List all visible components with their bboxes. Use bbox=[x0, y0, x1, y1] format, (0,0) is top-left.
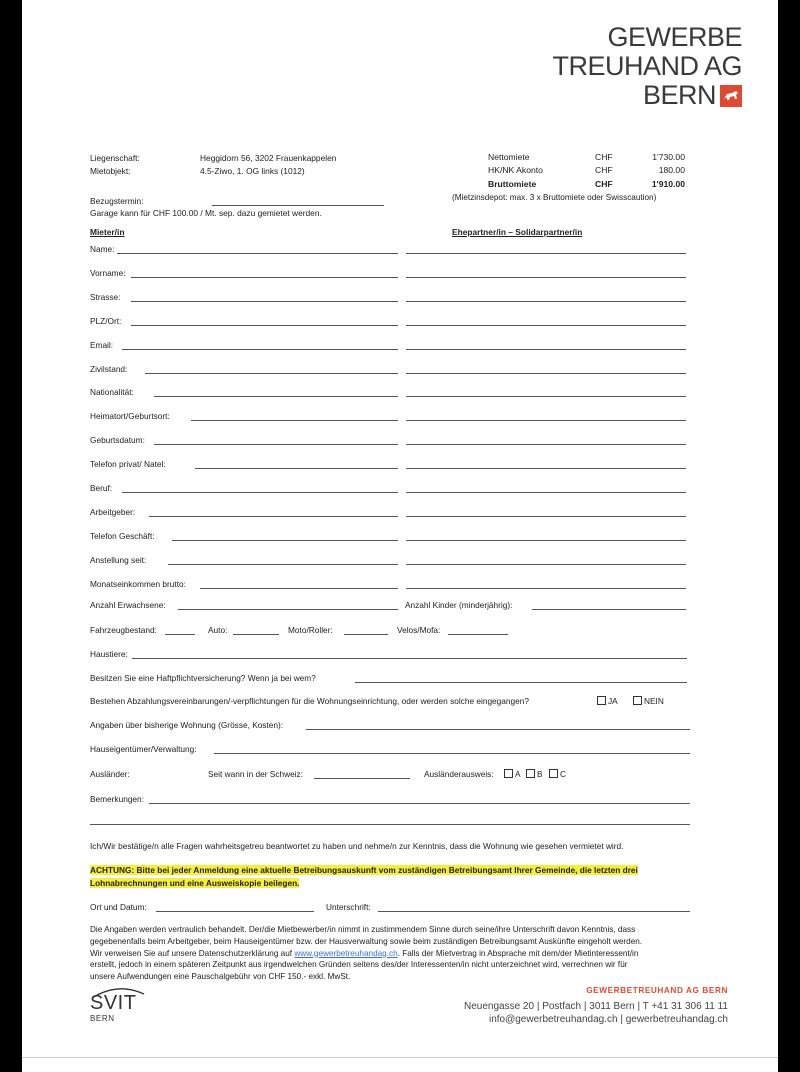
bruttomiete-value: 1'910.00 bbox=[651, 179, 685, 189]
field-label: Email: bbox=[90, 339, 114, 350]
applicant-field-line[interactable] bbox=[131, 301, 398, 302]
nettomiete-currency: CHF bbox=[595, 152, 613, 162]
applicant-field-line[interactable] bbox=[195, 468, 398, 469]
footer-company-name: GEWERBETREUHAND AG BERN bbox=[586, 986, 728, 995]
field-label: PLZ/Ort: bbox=[90, 315, 122, 326]
liegenschaft-label: Liegenschaft: bbox=[90, 153, 140, 163]
field-label: Telefon privat/ Natel: bbox=[90, 459, 166, 470]
svit-logo bbox=[88, 986, 148, 1026]
erwachsene-line[interactable] bbox=[178, 609, 398, 610]
bemerkungen-label: Bemerkungen: bbox=[90, 794, 144, 804]
auto-line[interactable] bbox=[233, 634, 279, 635]
field-label: Telefon Geschäft: bbox=[90, 530, 155, 541]
ausweis-c-checkbox[interactable] bbox=[549, 769, 558, 778]
partner-field-line[interactable] bbox=[406, 420, 686, 421]
ausweis-c-label: C bbox=[560, 769, 566, 779]
bemerkungen-line-2[interactable] bbox=[90, 824, 690, 825]
ausweis-b-checkbox[interactable] bbox=[526, 769, 535, 778]
privacy-line-1: Die Angaben werden vertraulich behandelt. Der/die Mietbewerber/in nimmt in zustimmendem Sinne durch seine/ihre Unterschrift davon Kenntnis, dass bbox=[90, 925, 636, 934]
seit-wann-line[interactable] bbox=[314, 778, 410, 779]
logo-line-2: TREUHAND AG bbox=[552, 51, 742, 81]
kinder-line[interactable] bbox=[532, 609, 686, 610]
auslaender-label: Ausländer: bbox=[90, 769, 130, 779]
ausweis-a-option[interactable] bbox=[504, 769, 521, 779]
partner-field-line[interactable] bbox=[406, 588, 686, 589]
achtung-text-2: Lohnabrechnungen und eine Ausweiskopie beilegen. bbox=[90, 878, 300, 888]
auto-label: Auto: bbox=[208, 625, 228, 635]
hk-currency: CHF bbox=[595, 165, 613, 175]
applicant-field-line[interactable] bbox=[131, 277, 398, 278]
applicant-field-line[interactable] bbox=[154, 396, 398, 397]
partner-field-line[interactable] bbox=[406, 492, 686, 493]
moto-line[interactable] bbox=[344, 634, 388, 635]
moto-label: Moto/Roller: bbox=[288, 625, 333, 635]
applicant-field-line[interactable] bbox=[149, 516, 398, 517]
seit-wann-label: Seit wann in der Schweiz: bbox=[208, 769, 304, 779]
field-label: Name: bbox=[90, 244, 115, 254]
liegenschaft-value: Heggidorn 56, 3202 Frauenkappelen bbox=[200, 153, 337, 163]
achtung-line-1 bbox=[90, 865, 638, 875]
privacy-line-2: gegebenenfalls beim Arbeitgeber, beim Hauseigentümer bzw. der Hausverwaltung sowie beim zuständigen Betreibungsamt Auskünfte eingeholt werden. bbox=[90, 936, 643, 946]
partner-field-line[interactable] bbox=[406, 468, 686, 469]
field-label: Strasse: bbox=[90, 291, 121, 302]
hauseigentuemer-line[interactable] bbox=[214, 753, 690, 754]
bezugstermin-line[interactable] bbox=[212, 205, 384, 206]
achtung-line-2 bbox=[90, 878, 299, 888]
depot-note: (Mietzinsdepot: max. 3 x Bruttomiete oder Swisscaution) bbox=[452, 193, 657, 202]
ort-datum-line[interactable] bbox=[156, 911, 314, 912]
applicant-field-line[interactable] bbox=[172, 540, 398, 541]
fahrzeug-line[interactable] bbox=[165, 634, 195, 635]
nettomiete-label: Nettomiete bbox=[488, 152, 530, 162]
haustiere-line[interactable] bbox=[132, 658, 687, 659]
field-label: Arbeitgeber: bbox=[90, 506, 136, 517]
logo-line-1: GEWERBE bbox=[607, 22, 742, 52]
partner-field-line[interactable] bbox=[406, 277, 686, 278]
ausweis-label: Ausländerausweis: bbox=[424, 769, 494, 779]
applicant-field-line[interactable] bbox=[122, 492, 398, 493]
scan-border-right bbox=[778, 0, 800, 1072]
logo-line-3: BERN bbox=[642, 80, 716, 110]
bruttomiete-label: Bruttomiete bbox=[488, 179, 537, 189]
haustiere-label: Haustiere: bbox=[90, 649, 128, 659]
field-label: Heimatort/Geburtsort: bbox=[90, 411, 170, 422]
svit-sub: BERN bbox=[90, 1014, 115, 1023]
footer-address: Neuengasse 20 | Postfach | 3011 Bern | T +41 31 306 11 11 bbox=[463, 1001, 728, 1012]
haftpflicht-label: Besitzen Sie eine Haftpflichtversicherung? Wenn ja bei wem? bbox=[90, 673, 316, 683]
unterschrift-label: Unterschrift: bbox=[326, 902, 371, 912]
privacy-paragraph bbox=[90, 924, 750, 983]
partner-field-line[interactable] bbox=[406, 564, 686, 565]
partner-field-line[interactable] bbox=[406, 373, 686, 374]
ja-checkbox[interactable] bbox=[597, 696, 606, 705]
ja-option[interactable] bbox=[597, 696, 618, 706]
applicant-field-line[interactable] bbox=[191, 420, 398, 421]
ausweis-a-checkbox[interactable] bbox=[504, 769, 513, 778]
hauseigentuemer-label: Hauseigentümer/Verwaltung: bbox=[90, 744, 197, 754]
partner-field-line[interactable] bbox=[406, 540, 686, 541]
ort-datum-label: Ort und Datum: bbox=[90, 902, 147, 912]
document-page bbox=[22, 0, 778, 1072]
field-label: Anstellung seit: bbox=[90, 554, 147, 565]
field-label: Geburtsdatum: bbox=[90, 435, 145, 446]
mieter-heading: Mieter/in bbox=[90, 227, 125, 237]
partner-field-line[interactable] bbox=[406, 301, 686, 302]
svit-name: SVIT bbox=[90, 992, 137, 1014]
applicant-field-line[interactable] bbox=[168, 564, 398, 565]
bruttomiete-currency: CHF bbox=[595, 179, 613, 189]
partner-field-line[interactable] bbox=[406, 349, 686, 350]
applicant-field-line[interactable] bbox=[122, 349, 398, 350]
privacy-line-3a: Wir verweisen Sie auf unsere Datenschutzerklärung auf bbox=[90, 948, 295, 958]
page-bottom-rule bbox=[22, 1057, 778, 1058]
applicant-field-line[interactable] bbox=[117, 253, 398, 254]
hk-label: HK/NK Akonto bbox=[488, 165, 543, 175]
privacy-link[interactable]: www.gewerbetreuhandag.ch bbox=[294, 948, 398, 958]
ausweis-b-option[interactable] bbox=[526, 769, 543, 779]
field-label: Zivilstand: bbox=[90, 363, 128, 374]
partner-field-line[interactable] bbox=[406, 444, 686, 445]
velos-label: Velos/Mofa: bbox=[397, 625, 441, 635]
applicant-field-line[interactable] bbox=[154, 444, 398, 445]
bisherige-line[interactable] bbox=[306, 729, 690, 730]
achtung-text-1: ACHTUNG: Bitte bei jeder Anmeldung eine aktuelle Betreibungsauskunft vom zuständigen Betreibungsamt Ihrer Gemeinde, die letzten drei bbox=[90, 865, 638, 875]
applicant-field-line[interactable] bbox=[131, 325, 398, 326]
bisherige-label: Angaben über bisherige Wohnung (Grösse, Kosten): bbox=[90, 720, 284, 730]
field-label: Vorname: bbox=[90, 267, 126, 278]
erwachsene-label: Anzahl Erwachsene: bbox=[90, 600, 166, 610]
ja-label: JA bbox=[608, 696, 618, 706]
nein-option[interactable] bbox=[633, 696, 664, 706]
nettomiete-value: 1'730.00 bbox=[652, 152, 685, 162]
applicant-field-line[interactable] bbox=[200, 588, 398, 589]
field-label: Beruf: bbox=[90, 483, 113, 493]
nein-label: NEIN bbox=[644, 696, 664, 706]
ausweis-c-option[interactable] bbox=[549, 769, 566, 779]
abzahlung-label: Bestehen Abzahlungsvereinbarungen/-verpflichtungen für die Wohnungseinrichtung, oder werden solche eingegangen? bbox=[90, 696, 529, 706]
privacy-line-5: unsere Aufwendungen eine Pauschalgebühr von CHF 150.- exkl. MwSt. bbox=[90, 972, 351, 982]
velos-line[interactable] bbox=[448, 634, 508, 635]
mietobjekt-value: 4.5-Ziwo, 1. OG links (1012) bbox=[200, 166, 305, 176]
ausweis-b-label: B bbox=[537, 769, 543, 779]
privacy-line-3 bbox=[90, 948, 750, 960]
fahrzeug-label: Fahrzeugbestand: bbox=[90, 625, 157, 635]
scan-border-left bbox=[0, 0, 22, 1072]
garage-note: Garage kann für CHF 100.00 / Mt. sep. dazu gemietet werden. bbox=[90, 208, 322, 218]
field-label: Nationalität: bbox=[90, 387, 134, 398]
haftpflicht-line[interactable] bbox=[355, 682, 687, 683]
partner-field-line[interactable] bbox=[406, 396, 686, 397]
bemerkungen-line-1[interactable] bbox=[149, 803, 690, 804]
applicant-field-line[interactable] bbox=[145, 373, 398, 374]
bear-icon bbox=[720, 85, 742, 107]
partner-heading: Ehepartner/in – Solidarpartner/in bbox=[452, 227, 583, 237]
unterschrift-line[interactable] bbox=[378, 911, 690, 912]
nein-checkbox[interactable] bbox=[633, 696, 642, 705]
confirmation-text: Ich/Wir bestätige/n alle Fragen wahrheitsgetreu beantwortet zu haben und nehme/n zur Kenntnis, dass die Wohnung wie gesehen vermietet wird. bbox=[90, 841, 624, 851]
ausweis-a-label: A bbox=[515, 769, 521, 779]
hk-value: 180.00 bbox=[658, 165, 685, 175]
kinder-label: Anzahl Kinder (minderjährig): bbox=[405, 600, 513, 610]
mietobjekt-label: Mietobjekt: bbox=[90, 166, 131, 176]
partner-field-line[interactable] bbox=[406, 516, 686, 517]
partner-field-line[interactable] bbox=[406, 325, 686, 326]
privacy-line-4: erstellt, jedoch in einem späteren Zeitpunkt aus irgendwelchen Gründen seitens des/der Interessenten/in nicht unterzeichnet wird, verrechnen wir für bbox=[90, 960, 628, 970]
field-label: Monatseinkommen brutto: bbox=[90, 578, 186, 589]
bezugstermin-label: Bezugstermin: bbox=[90, 196, 144, 206]
partner-field-line[interactable] bbox=[406, 253, 686, 254]
footer-contact: info@gewerbetreuhandag.ch | gewerbetreuhandag.ch bbox=[488, 1014, 728, 1025]
privacy-line-3b: . Falls der Mietvertrag in Absprache mit dem/der Mietinteressent/in bbox=[397, 948, 639, 958]
